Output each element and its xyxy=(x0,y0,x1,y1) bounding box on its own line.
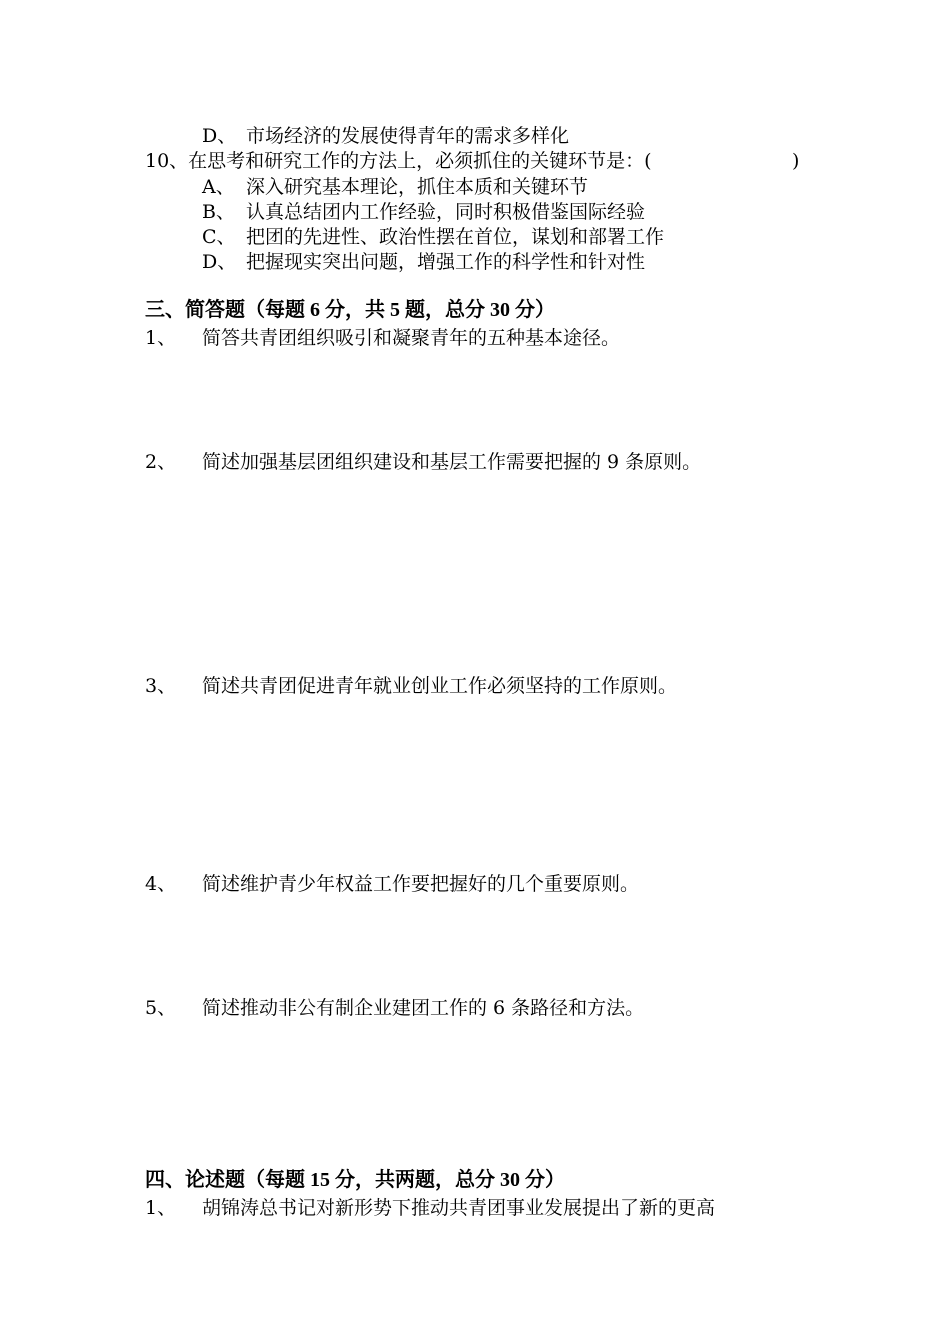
option-text: 深入研究基本理论，抓住本质和关键环节 xyxy=(246,176,589,198)
question-text: 简述加强基层团组织建设和基层工作需要把握的 9 条原则。 xyxy=(202,451,702,473)
question-text: 简述共青团促进青年就业创业工作必须坚持的工作原则。 xyxy=(202,675,678,697)
option-label: A、 xyxy=(202,176,235,198)
question-number: 1、 xyxy=(145,1197,177,1219)
question-number: 5、 xyxy=(145,997,177,1019)
answer-blank-close: ) xyxy=(792,150,800,172)
option-text: 认真总结团内工作经验，同时积极借鉴国际经验 xyxy=(246,201,646,223)
option-label: C、 xyxy=(202,226,236,248)
question-number: 4、 xyxy=(145,873,177,895)
section-4-heading: 四、论述题（每题 15 分，共两题，总分 30 分） xyxy=(145,1169,565,1191)
question-text: 简述维护青少年权益工作要把握好的几个重要原则。 xyxy=(202,873,640,895)
question-number: 3、 xyxy=(145,675,177,697)
option-text: 市场经济的发展使得青年的需求多样化 xyxy=(246,125,570,147)
section-3-heading: 三、简答题（每题 6 分，共 5 题，总分 30 分） xyxy=(145,299,555,321)
question-number: 1、 xyxy=(145,327,177,349)
option-label: D、 xyxy=(202,125,237,147)
question-text: 简答共青团组织吸引和凝聚青年的五种基本途径。 xyxy=(202,327,621,349)
option-text: 把团的先进性、政治性摆在首位，谋划和部署工作 xyxy=(246,226,665,248)
option-label: B、 xyxy=(202,201,235,223)
question-number: 2、 xyxy=(145,451,177,473)
question-stem: 10、在思考和研究工作的方法上，必须抓住的关键环节是：( xyxy=(145,150,652,172)
question-text: 胡锦涛总书记对新形势下推动共青团事业发展提出了新的更高 xyxy=(202,1197,716,1219)
option-label: D、 xyxy=(202,251,237,273)
question-text: 简述推动非公有制企业建团工作的 6 条路径和方法。 xyxy=(202,997,645,1019)
option-text: 把握现实突出问题，增强工作的科学性和针对性 xyxy=(246,251,646,273)
